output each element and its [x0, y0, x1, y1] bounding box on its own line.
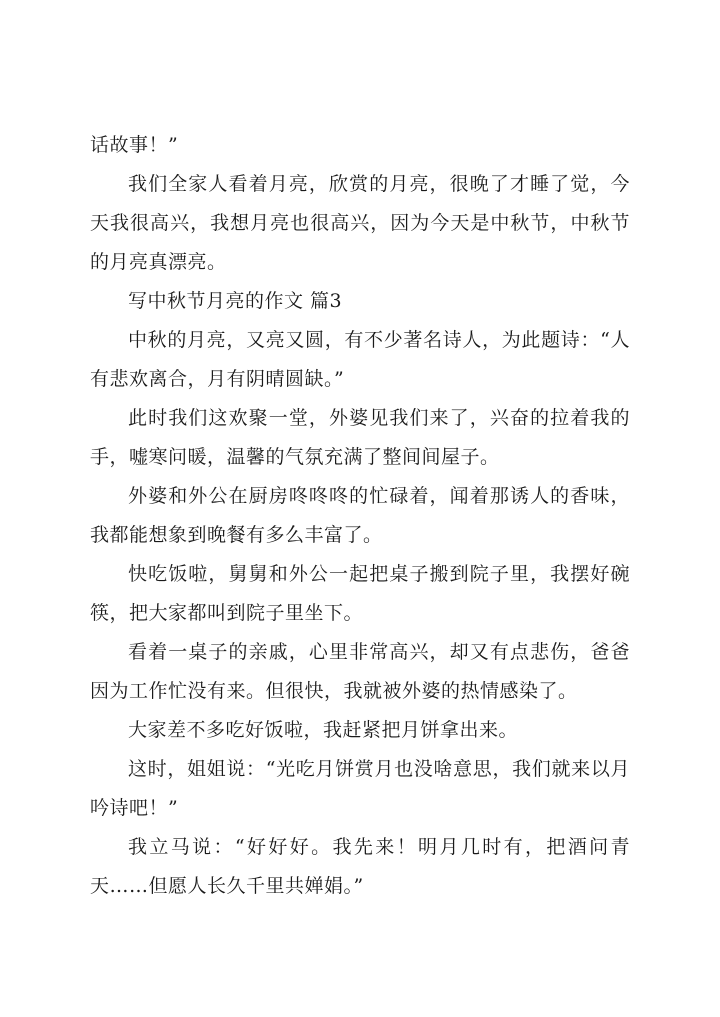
paragraph-10: 我立马说：“好好好。我先来！明月几时有，把酒问青天……但愿人长久千里共婵娟。”	[90, 836, 630, 897]
paragraph-2: 我们全家人看着月亮，欣赏的月亮，很晚了才睡了觉，今天我很高兴，我想月亮也很高兴，因为今天是中秋节，中秋节的月亮真漂亮。	[90, 173, 630, 273]
paragraph-7: 看着一桌子的亲戚，心里非常高兴，却又有点悲伤，爸爸因为工作忙没有来。但很快，我就被外婆的热情感染了。	[90, 641, 630, 702]
paragraph-8: 大家差不多吃好饭啦，我赶紧把月饼拿出来。	[128, 719, 519, 741]
paragraph-1: 话故事！”	[90, 134, 179, 156]
paragraph-6: 快吃饭啦，舅舅和外公一起把桌子搬到院子里，我摆好碗筷，把大家都叫到院子里坐下。	[90, 563, 630, 624]
paragraph-5: 外婆和外公在厨房咚咚咚的忙碌着，闻着那诱人的香味，我都能想象到晚餐有多么丰富了。	[90, 485, 630, 546]
paragraph-4: 此时我们这欢聚一堂，外婆见我们来了，兴奋的拉着我的手，嘘寒问暖，温馨的气氛充满了整间间屋子。	[90, 407, 630, 468]
paragraph-9: 这时，姐姐说：“光吃月饼赏月也没啥意思，我们就来以月吟诗吧！”	[90, 758, 630, 819]
paragraph-3: 中秋的月亮，又亮又圆，有不少著名诗人，为此题诗：“人有悲欢离合，月有阴晴圆缺。”	[90, 329, 630, 390]
section-heading: 写中秋节月亮的作文 篇3	[128, 290, 343, 312]
